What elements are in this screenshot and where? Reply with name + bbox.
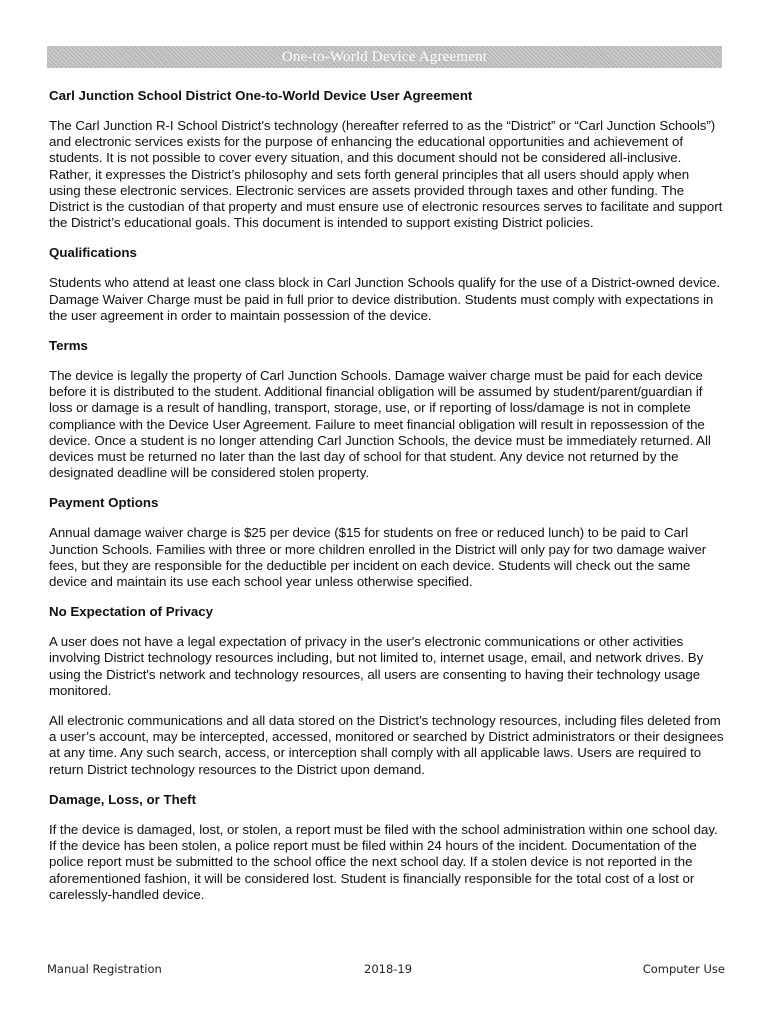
section-heading-damage-loss-theft: Damage, Loss, or Theft [49, 791, 197, 807]
privacy-paragraph-2: All electronic communications and all data stored on the District’s technology resources, including files deleted from a user’s account, may be intercepted, accessed, monitored or searched by District administrators or their designees at any time. Any such search, access, or interception shall comply with all applicable laws. Users are required to return District technology resources to the District upon demand. [49, 713, 724, 777]
footer-center-text: 2018-19 [364, 962, 413, 976]
privacy-paragraph-1: A user does not have a legal expectation of privacy in the user's electronic communications or other activities involving District technology resources including, but not limited to, internet usage, email, and network drives. By using the District's network and technology resources, all users are consenting to having their technology usage monitored. [49, 634, 704, 698]
section-heading-qualifications: Qualifications [49, 245, 137, 261]
footer-right-text: Computer Use [642, 962, 725, 976]
section-heading-terms: Terms [49, 338, 88, 354]
qualifications-paragraph: Students who attend at least one class block in Carl Junction Schools qualify for the use of a District-owned device. Damage Waiver Charge must be paid in full prior to device distribution. Students must comply with expectations in the user agreement in order to maintain possession of the device. [49, 275, 721, 323]
section-payment-options [49, 495, 724, 590]
damage-loss-theft-paragraph: If the device is damaged, lost, or stolen, a report must be filed with the school administration within one school day. If the device has been stolen, a police report must be filed within 24 hours of the incident. Documentation of the police report must be submitted to the school office the next school day. If a stolen device is not reported in the aforementioned fashion, it will be considered lost. Student is financially responsible for the total cost of a lost or carelessly-handled device. [49, 821, 718, 902]
section-damage-loss-theft [49, 792, 724, 903]
section-qualifications [49, 245, 724, 324]
footer-left-text: Manual Registration [47, 962, 162, 976]
intro-paragraph: The Carl Junction R-I School District's technology (hereafter referred to as the “District” or “Carl Junction Schools”) and electronic services exists for the purpose of enhancing the educational opportunities and achievement of students. It is not possible to cover every situation, and this document should not be considered all-inclusive. Rather, it expresses the District’s philosophy and sets forth general principles that all users should apply when using these electronic services. Electronic services are assets provided through taxes and other funding. The District is the custodian of that property and must ensure use of electronic resources serves to facilitate and support the District’s educational goals. This document is intended to support existing District policies. [49, 118, 723, 231]
banner-title: One-to-World Device Agreement [281, 48, 488, 65]
document-title: Carl Junction School District One-to-World Device User Agreement [49, 88, 473, 103]
page-footer [47, 962, 725, 978]
document-body [49, 88, 724, 917]
payment-options-paragraph: Annual damage waiver charge is $25 per device ($15 for students on free or reduced lunch) to be paid to Carl Junction Schools. Families with three or more children enrolled in the District will only pay for two damage waiver fees, but they are responsible for the deductible per incident on each device. Students will check out the same device and maintain its use each school year unless otherwise specified. [49, 525, 707, 590]
section-heading-privacy: No Expectation of Privacy [49, 604, 214, 620]
section-terms [49, 338, 724, 481]
terms-paragraph: The device is legally the property of Carl Junction Schools. Damage waiver charge must be paid for each device before it is distributed to the student. Additional financial obligation will be assumed by student/parent/guardian if loss or damage is a result of handling, transport, storage, use, or if reporting of loss/damage is not in complete compliance with the Device User Agreement. Failure to meet financial obligation will result in repossession of the device. Once a student is no longer attending Carl Junction Schools, the device must be immediately returned. All devices must be returned no later than the last day of school for that student. Any device not returned by the designated deadline will be considered stolen property. [49, 368, 711, 481]
section-no-expectation-of-privacy [49, 604, 724, 778]
section-heading-payment-options: Payment Options [49, 495, 159, 511]
banner-title-bar [47, 46, 722, 68]
